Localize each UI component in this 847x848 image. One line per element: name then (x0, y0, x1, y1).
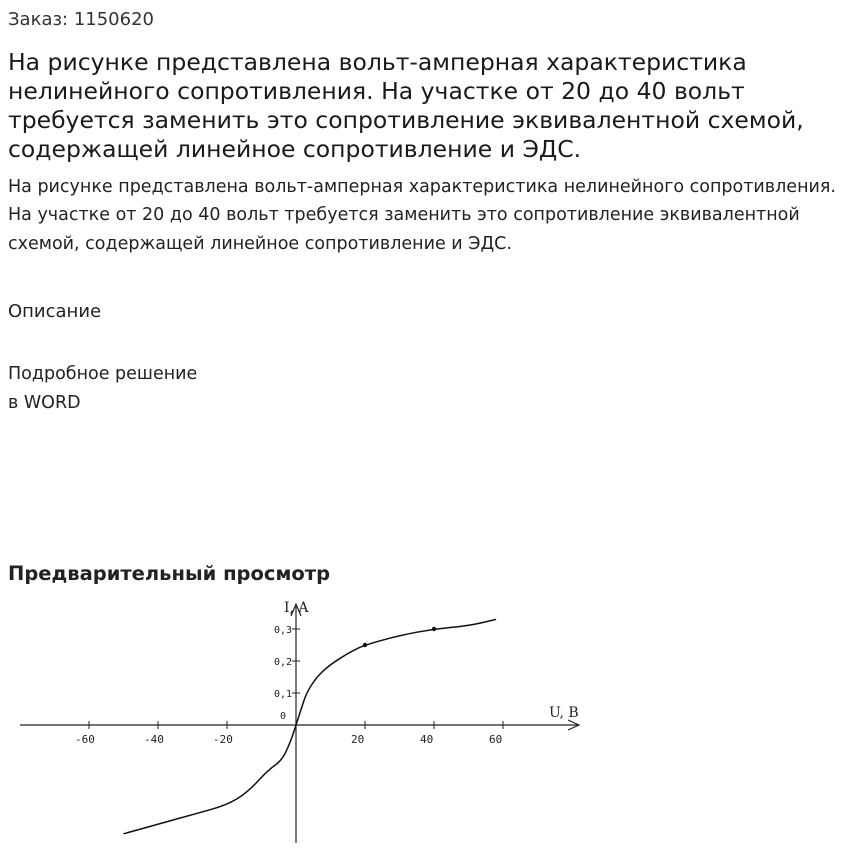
y-tick-label: 0,3 (274, 625, 293, 636)
order-number: Заказ: 1150620 (8, 9, 154, 30)
x-tick-label: 20 (351, 733, 365, 746)
iv-curve (124, 619, 497, 833)
task-description: На рисунке представлена вольт-амперная характеристика нелинейного сопротивления. На участке от 20 до 40 вольт требуется заменить это сопротивление эквивалентной схемой, содержащей линейное сопротивление и ЭДС. (8, 177, 836, 254)
task-title: На рисунке представлена вольт-амперная характеристика нелинейного сопротивления. На участке от 20 до 40 вольт требуется заменить это сопротивление эквивалентной схемой, содержащей линейное сопротивление и ЭДС. (8, 48, 804, 163)
marked-point (432, 627, 436, 631)
x-tick-label: 40 (420, 733, 434, 746)
x-tick-label: -40 (144, 733, 164, 746)
y-tick-label: 0 (280, 711, 287, 722)
description-heading: Описание (8, 301, 102, 322)
y-tick-label: 0,2 (274, 657, 293, 668)
preview-image (8, 598, 598, 843)
x-tick-label: -20 (213, 733, 233, 746)
x-tick-label: 60 (489, 733, 503, 746)
marked-point (363, 643, 367, 647)
x-axis-label: U, B (549, 705, 579, 721)
iv-characteristic-figure (8, 598, 598, 843)
marked-points-layer (363, 627, 436, 647)
ticks-layer (75, 625, 503, 746)
y-axis-label: I, A (284, 600, 309, 616)
format-note: в WORD (8, 393, 81, 413)
solution-note: Подробное решение (8, 364, 198, 384)
y-tick-label: 0,1 (274, 689, 293, 700)
x-tick-label: -60 (75, 733, 95, 746)
preview-heading: Предварительный просмотр (8, 562, 331, 585)
